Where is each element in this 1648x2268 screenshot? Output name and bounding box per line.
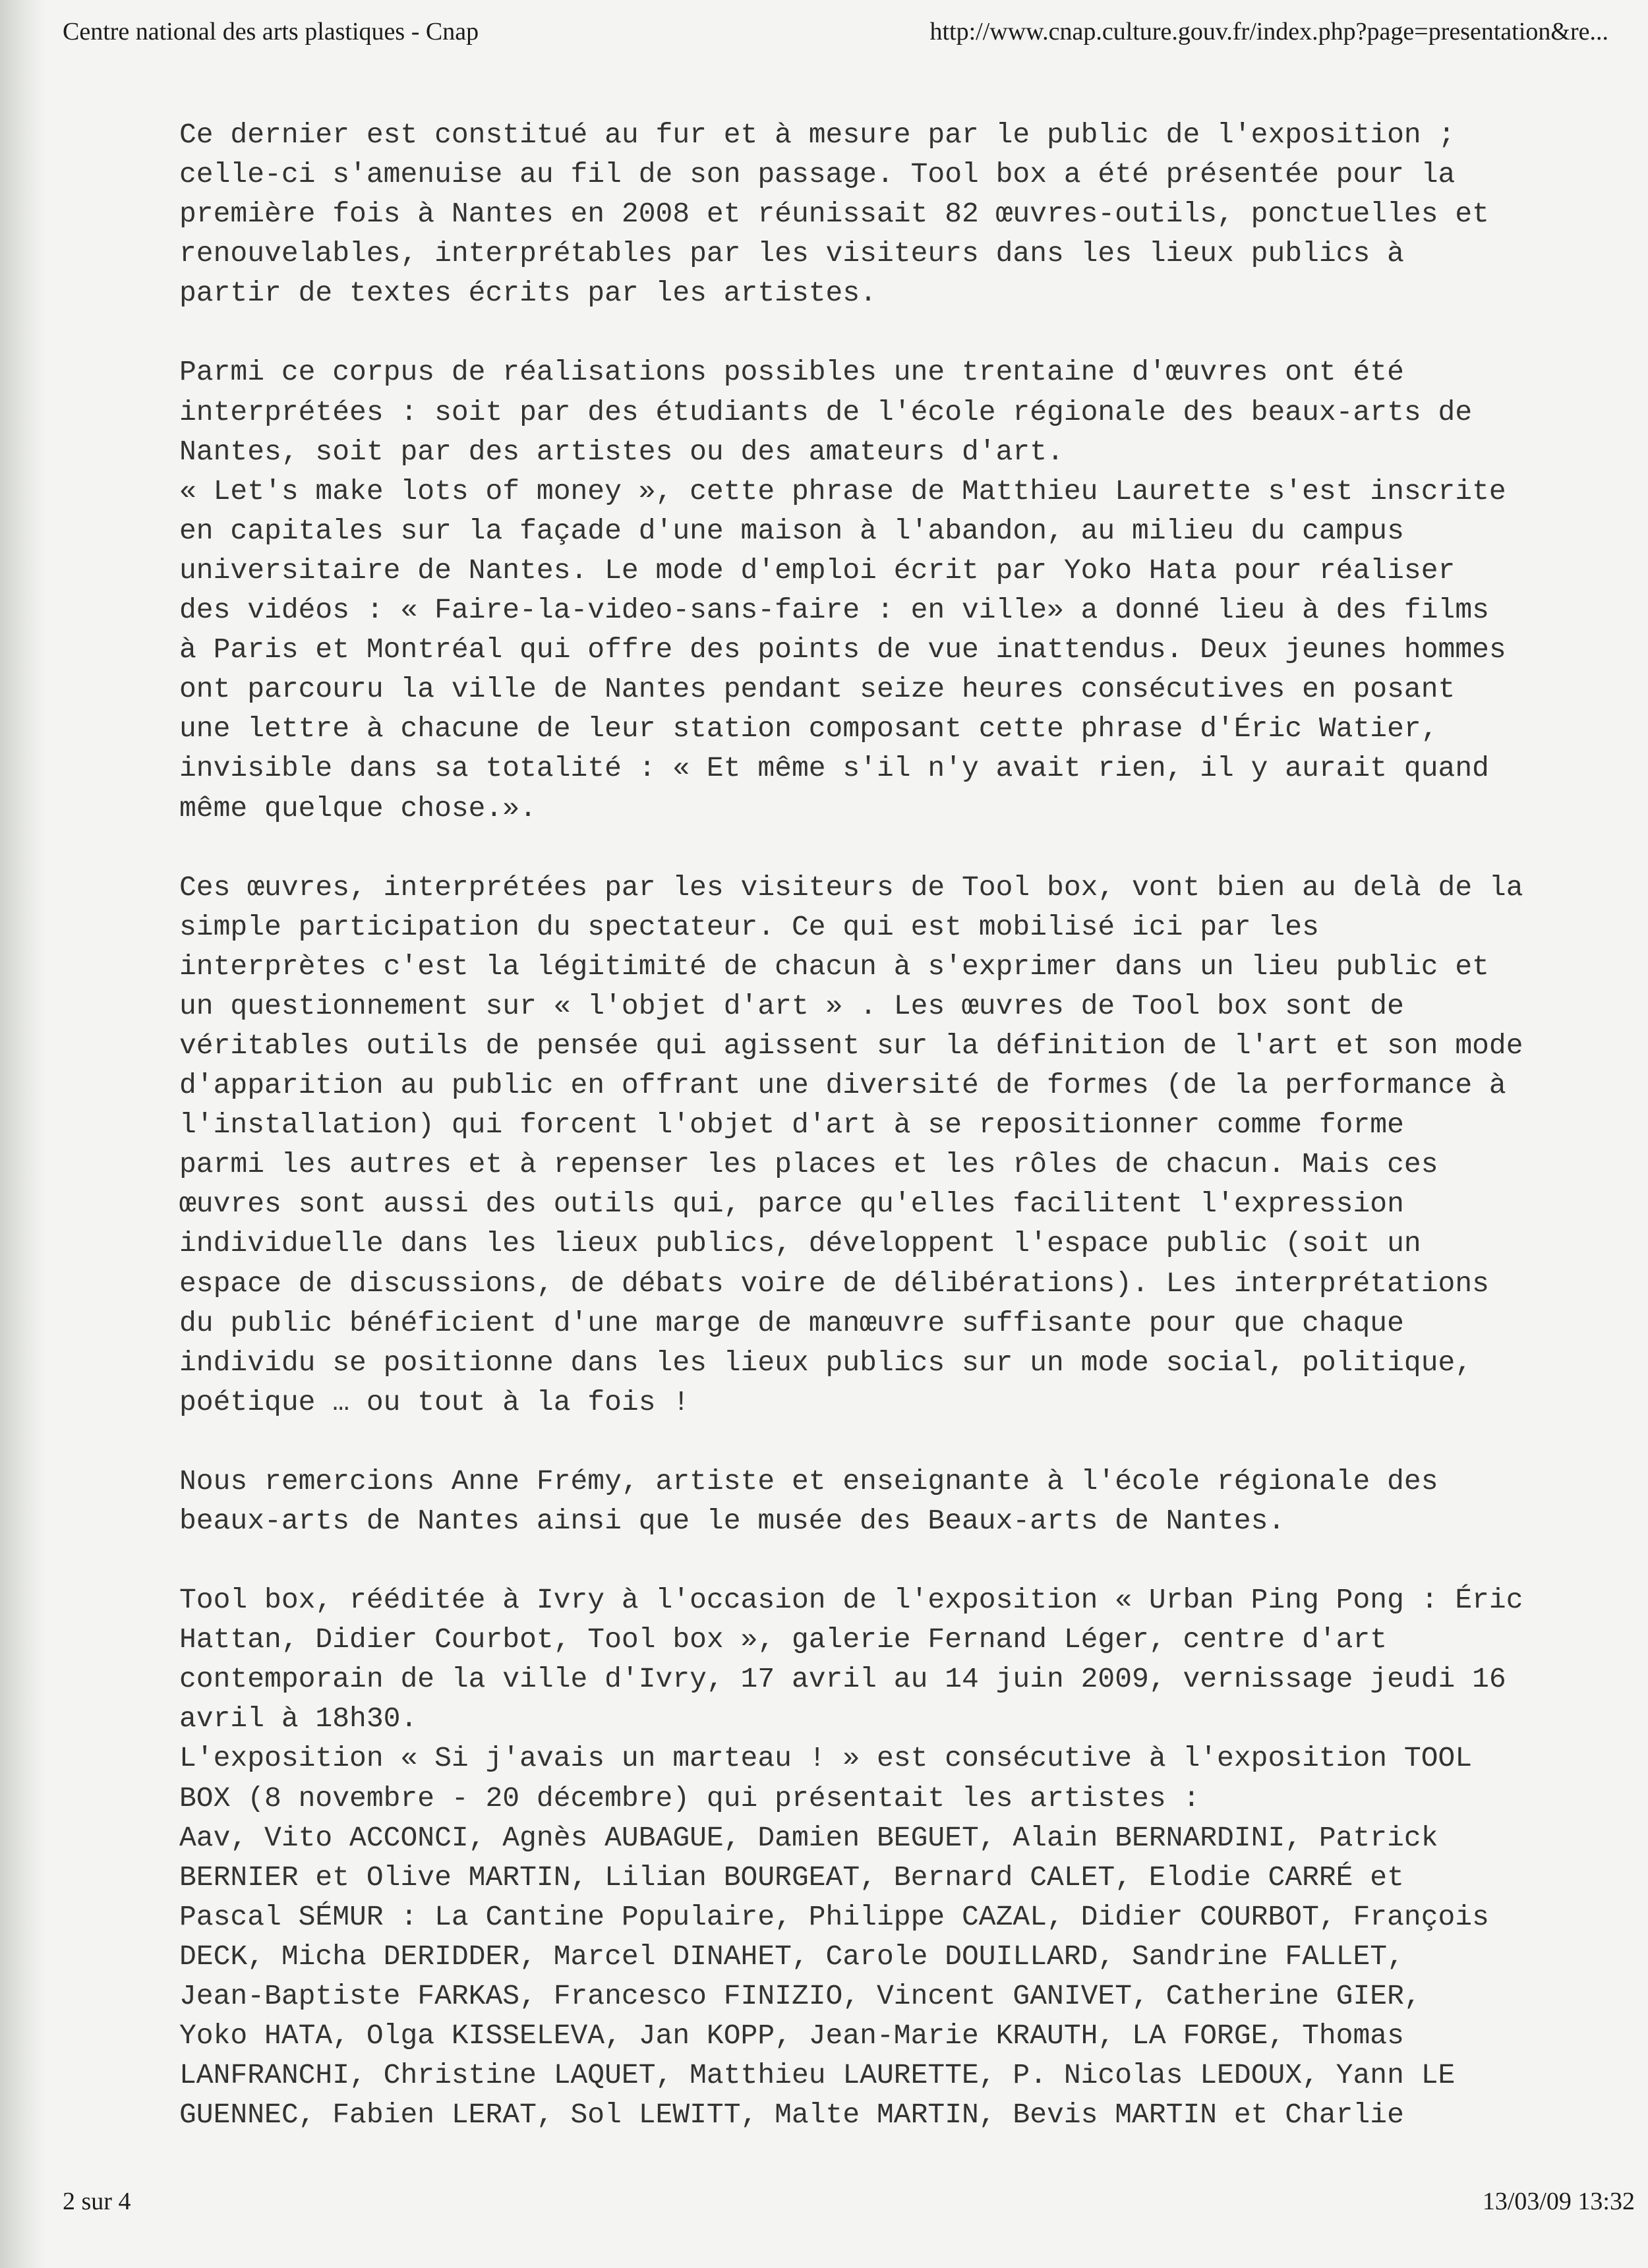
text-line: une lettre à chacune de leur station composant cette phrase d'Éric Watier,	[179, 712, 1438, 745]
text-line: des vidéos : « Faire-la-video-sans-faire : en ville» a donné lieu à des films	[179, 594, 1489, 627]
text-line: d'apparition au public en offrant une diversité de formes (de la performance à	[179, 1069, 1506, 1102]
text-line: du public bénéficient d'une marge de manœuvre suffisante pour que chaque	[179, 1306, 1404, 1339]
text-line: en capitales sur la façade d'une maison à l'abandon, au milieu du campus	[179, 514, 1404, 547]
text-line: un questionnement sur « l'objet d'art » . Les œuvres de Tool box sont de	[179, 989, 1404, 1022]
text-line: Jean-Baptiste FARKAS, Francesco FINIZIO, Vincent GANIVET, Catherine GIER,	[179, 1980, 1421, 2013]
text-line: beaux-arts de Nantes ainsi que le musée des Beaux-arts de Nantes.	[179, 1505, 1285, 1537]
text-line: Nantes, soit par des artistes ou des amateurs d'art.	[179, 435, 1064, 468]
text-line: Hattan, Didier Courbot, Tool box », galerie Fernand Léger, centre d'art	[179, 1623, 1388, 1656]
text-line: Pascal SÉMUR : La Cantine Populaire, Philippe CAZAL, Didier COURBOT, François	[179, 1900, 1489, 1933]
text-line: universitaire de Nantes. Le mode d'emploi écrit par Yoko Hata pour réaliser	[179, 554, 1456, 587]
text-line: l'installation) qui forcent l'objet d'art à se repositionner comme forme	[179, 1109, 1404, 1142]
text-line: Ces œuvres, interprétées par les visiteurs de Tool box, vont bien au delà de la	[179, 871, 1523, 904]
text-line: Parmi ce corpus de réalisations possibles une trentaine d'œuvres ont été	[179, 356, 1404, 389]
print-header	[63, 17, 1635, 57]
text-line: renouvelables, interprétables par les visiteurs dans les lieux publics à	[179, 237, 1404, 270]
text-line: parmi les autres et à repenser les places et les rôles de chacun. Mais ces	[179, 1148, 1438, 1181]
text-line: Aav, Vito ACCONCI, Agnès AUBAGUE, Damien BEGUET, Alain BERNARDINI, Patrick	[179, 1821, 1438, 1854]
print-footer	[63, 2187, 1635, 2226]
text-line: BOX (8 novembre - 20 décembre) qui présentait les artistes :	[179, 1782, 1200, 1815]
scan-edge-shadow	[0, 0, 46, 2268]
text-line: poétique … ou tout à la fois !	[179, 1385, 690, 1418]
text-line: « Let's make lots of money », cette phrase de Matthieu Laurette s'est inscrite	[179, 475, 1506, 508]
text-line: LANFRANCHI, Christine LAQUET, Matthieu LAURETTE, P. Nicolas LEDOUX, Yann LE	[179, 2059, 1456, 2092]
text-line: à Paris et Montréal qui offre des points de vue inattendus. Deux jeunes hommes	[179, 633, 1506, 666]
paragraph	[179, 115, 1531, 313]
text-line: BERNIER et Olive MARTIN, Lilian BOURGEAT, Bernard CALET, Elodie CARRÉ et	[179, 1861, 1404, 1894]
text-line: celle-ci s'amenuise au fil de son passage. Tool box a été présentée pour la	[179, 158, 1456, 191]
text-line: interprétées : soit par des étudiants de l'école régionale des beaux-arts de	[179, 395, 1473, 428]
text-line: Nous remercions Anne Frémy, artiste et enseignante à l'école régionale des	[179, 1465, 1438, 1497]
text-line: partir de textes écrits par les artistes.	[179, 277, 877, 310]
article-body	[179, 115, 1531, 2135]
text-line: L'exposition « Si j'avais un marteau ! » est consécutive à l'exposition TOOL	[179, 1742, 1473, 1775]
text-line: invisible dans sa totalité : « Et même s'il n'y avait rien, il y aurait quand	[179, 752, 1489, 785]
print-timestamp: 13/03/09 13:32	[1482, 2188, 1635, 2215]
text-line: individuelle dans les lieux publics, développent l'espace public (soit un	[179, 1227, 1421, 1260]
text-line: Ce dernier est constitué au fur et à mesure par le public de l'exposition ;	[179, 119, 1456, 151]
paragraph	[179, 1462, 1531, 1541]
text-line: contemporain de la ville d'Ivry, 17 avril au 14 juin 2009, vernissage jeudi 16	[179, 1663, 1506, 1696]
paragraph	[179, 1581, 1531, 2135]
text-line: même quelque chose.».	[179, 792, 537, 825]
site-title: Centre national des arts plastiques - Cnap	[63, 18, 479, 45]
text-line: DECK, Micha DERIDDER, Marcel DINAHET, Carole DOUILLARD, Sandrine FALLET,	[179, 1940, 1404, 1973]
text-line: véritables outils de pensée qui agissent sur la définition de l'art et son mode	[179, 1029, 1523, 1062]
page-number: 2 sur 4	[63, 2188, 131, 2215]
page-url: http://www.cnap.culture.gouv.fr/index.php?page=presentation&re...	[929, 18, 1608, 45]
text-line: première fois à Nantes en 2008 et réunissait 82 œuvres-outils, ponctuelles et	[179, 198, 1489, 231]
text-line: avril à 18h30.	[179, 1702, 418, 1735]
text-line: simple participation du spectateur. Ce qui est mobilisé ici par les	[179, 910, 1319, 943]
text-line: espace de discussions, de débats voire de délibérations). Les interprétations	[179, 1267, 1489, 1300]
text-line: œuvres sont aussi des outils qui, parce qu'elles facilitent l'expression	[179, 1188, 1404, 1221]
text-line: Yoko HATA, Olga KISSELEVA, Jan KOPP, Jean-Marie KRAUTH, LA FORGE, Thomas	[179, 2020, 1404, 2052]
paragraph	[179, 868, 1531, 1422]
paragraph	[179, 353, 1531, 828]
text-line: ont parcouru la ville de Nantes pendant seize heures consécutives en posant	[179, 673, 1456, 706]
text-line: individu se positionne dans les lieux publics sur un mode social, politique,	[179, 1346, 1473, 1379]
text-line: Tool box, rééditée à Ivry à l'occasion de l'exposition « Urban Ping Pong : Éric	[179, 1584, 1523, 1617]
text-line: GUENNEC, Fabien LERAT, Sol LEWITT, Malte MARTIN, Bevis MARTIN et Charlie	[179, 2099, 1404, 2132]
text-line: interprètes c'est la légitimité de chacun à s'exprimer dans un lieu public et	[179, 950, 1489, 983]
